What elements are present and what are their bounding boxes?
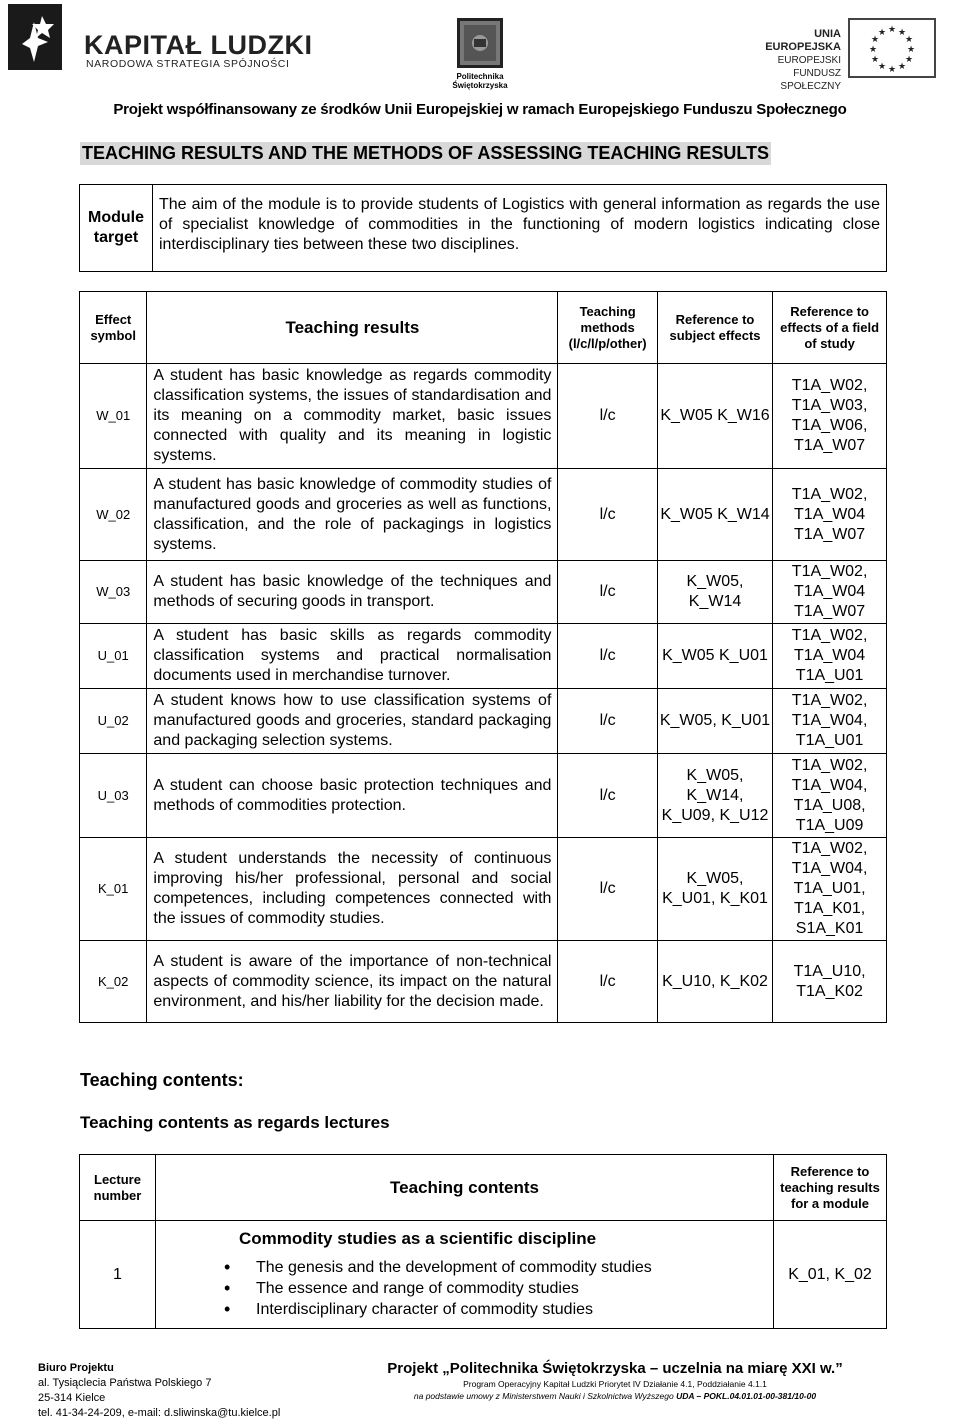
lectures-table bbox=[79, 1154, 887, 1329]
effect-symbol: W_01 bbox=[80, 364, 147, 469]
subject-effects: K_U10, K_K02 bbox=[657, 941, 772, 1023]
field-effects: T1A_W02, T1A_W04, T1A_U01 bbox=[773, 689, 887, 754]
module-target-label: Module target bbox=[80, 185, 153, 272]
footer-contact: tel. 41-34-24-209, e-mail: d.sliwinska@tu.kielce.pl bbox=[38, 1407, 281, 1419]
footer-program: Program Operacyjny Kapitał Ludzki Priorytet IV Działanie 4.1, Poddziałanie 4.1.1 bbox=[463, 1379, 767, 1389]
footer-address1: al. Tysiąclecia Państwa Polskiego 7 bbox=[38, 1377, 212, 1389]
effect-symbol: U_03 bbox=[80, 754, 147, 838]
teaching-result: A student understands the necessity of continuous improving his/her professional, personal and social competences, including competences connected with the issues of commodity studies. bbox=[147, 838, 558, 941]
teaching-result: A student is aware of the importance of non-technical aspects of commodity science, its impact on the natural environment, and his/her liability for the decision made. bbox=[147, 941, 558, 1023]
field-effects: T1A_W02, T1A_W04 T1A_W07 bbox=[773, 561, 887, 624]
header-teaching-results: Teaching results bbox=[147, 292, 558, 364]
politechnika-name: Politechnika Świętokrzyska bbox=[452, 72, 508, 90]
svg-text:★: ★ bbox=[870, 35, 880, 45]
svg-text:★: ★ bbox=[906, 45, 916, 55]
list-item: • The essence and range of commodity studies bbox=[256, 1278, 773, 1299]
teaching-method: l/c bbox=[558, 364, 657, 469]
teaching-method: l/c bbox=[558, 624, 657, 689]
effect-symbol: K_01 bbox=[80, 838, 147, 941]
footer-agreement-code: UDA – POKL.04.01.01-00-381/10-00 bbox=[676, 1391, 817, 1401]
list-item: • Interdisciplinary character of commodity studies bbox=[256, 1299, 773, 1320]
teaching-results-body bbox=[80, 364, 887, 1023]
footer-agreement bbox=[380, 1391, 850, 1401]
header-teaching-contents: Teaching contents bbox=[156, 1155, 774, 1221]
svg-text:★: ★ bbox=[904, 35, 914, 45]
svg-text:★: ★ bbox=[870, 55, 880, 65]
teaching-method: l/c bbox=[558, 469, 657, 561]
teaching-result: A student can choose basic protection techniques and methods of commodities protection. bbox=[147, 754, 558, 838]
eu-line3: FUNDUSZ SPOŁECZNY bbox=[780, 68, 841, 92]
teaching-method: l/c bbox=[558, 754, 657, 838]
subject-effects: K_W05 K_W14 bbox=[657, 469, 772, 561]
svg-text:★: ★ bbox=[887, 65, 897, 75]
footer-address2: 25-314 Kielce bbox=[38, 1392, 106, 1404]
kapital-ludzki-logo-icon bbox=[8, 4, 62, 70]
header-lecture-number: Lecture number bbox=[80, 1155, 156, 1221]
teaching-result: A student has basic knowledge as regards commodity classification systems, the issues of standardisation and its meaning on a commodity market, basic issues connected with quality and its meaning in logistic systems. bbox=[147, 364, 558, 469]
subject-effects: K_W05, K_W14 bbox=[657, 561, 772, 624]
list-item: • The genesis and the development of commodity studies bbox=[256, 1257, 773, 1278]
subject-effects: K_W05 K_U01 bbox=[657, 624, 772, 689]
subject-effects: K_W05 K_W16 bbox=[657, 364, 772, 469]
svg-text:★: ★ bbox=[868, 45, 878, 55]
teaching-contents-title: Teaching contents: bbox=[80, 1070, 244, 1090]
eu-flag-icon bbox=[848, 18, 936, 78]
field-effects: T1A_W02, T1A_W04, T1A_U08, T1A_U09 bbox=[773, 754, 887, 838]
teaching-result: A student has basic skills as regards commodity classification systems and practical normalisation documents used in merchandise turnover. bbox=[147, 624, 558, 689]
teaching-result: A student has basic knowledge of the techniques and methods of securing goods in transport. bbox=[147, 561, 558, 624]
table-row bbox=[80, 754, 887, 838]
table-row bbox=[80, 624, 887, 689]
field-effects: T1A_U10, T1A_K02 bbox=[773, 941, 887, 1023]
teaching-method: l/c bbox=[558, 941, 657, 1023]
politechnika-logo bbox=[430, 18, 530, 90]
kapital-ludzki-title: KAPITAŁ LUDZKI bbox=[84, 30, 313, 60]
module-target-text: The aim of the module is to provide students of Logistics with general information as regards the use of specialist knowledge of commodities in the functioning of modern logistics indicating close interdisciplinary ties between these two disciplines. bbox=[153, 185, 887, 272]
field-effects: T1A_W02, T1A_W04 T1A_W07 bbox=[773, 469, 887, 561]
lecture-bullets bbox=[156, 1253, 774, 1329]
teaching-result: A student has basic knowledge of commodity studies of manufactured goods and groceries as well as functions, classification, and the role of packagings in logistics systems. bbox=[147, 469, 558, 561]
teaching-results-table bbox=[79, 291, 887, 1023]
lecture-number: 1 bbox=[80, 1221, 156, 1329]
kapital-ludzki-subtitle: NARODOWA STRATEGIA SPÓJNOŚCI bbox=[86, 58, 290, 70]
svg-text:★: ★ bbox=[887, 25, 897, 35]
table-row bbox=[80, 561, 887, 624]
effect-symbol: U_02 bbox=[80, 689, 147, 754]
eu-line1: UNIA EUROPEJSKA bbox=[765, 28, 841, 53]
funding-statement: Projekt współfinansowany ze środków Unii Europejskiej w ramach Europejskiego Funduszu Społecznego bbox=[113, 101, 847, 118]
teaching-result: A student knows how to use classification systems of manufactured goods and groceries, standard packaging and packaging selection systems. bbox=[147, 689, 558, 754]
politechnika-emblem-icon bbox=[457, 18, 503, 68]
field-effects: T1A_W02, T1A_W03, T1A_W06, T1A_W07 bbox=[773, 364, 887, 469]
svg-text:★: ★ bbox=[897, 62, 907, 72]
table-row bbox=[80, 838, 887, 941]
eu-fund-label bbox=[737, 28, 841, 93]
footer-agreement-prefix: na podstawie umowy z Ministerstwem Nauki i Szkolnictwa Wyższego bbox=[413, 1391, 674, 1401]
teaching-method: l/c bbox=[558, 689, 657, 754]
eu-line2: EUROPEJSKI bbox=[777, 55, 841, 66]
svg-text:★: ★ bbox=[897, 28, 907, 38]
svg-text:★: ★ bbox=[904, 55, 914, 65]
subject-effects: K_W05, K_W14, K_U09, K_U12 bbox=[657, 754, 772, 838]
field-effects: T1A_W02, T1A_W04, T1A_U01, T1A_K01, S1A_K01 bbox=[773, 838, 887, 941]
header-field-effects: Reference to effects of a field of study bbox=[773, 292, 887, 364]
subject-effects: K_W05, K_U01, K_K01 bbox=[657, 838, 772, 941]
teaching-method: l/c bbox=[558, 561, 657, 624]
teaching-contents-subtitle: Teaching contents as regards lectures bbox=[80, 1113, 390, 1132]
teaching-method: l/c bbox=[558, 838, 657, 941]
footer-project-title: Projekt „Politechnika Świętokrzyska – uczelnia na miarę XXI w.” bbox=[387, 1360, 843, 1377]
lecture-topic: Commodity studies as a scientific discipline bbox=[156, 1221, 774, 1254]
field-effects: T1A_W02, T1A_W04 T1A_U01 bbox=[773, 624, 887, 689]
table-row bbox=[80, 364, 887, 469]
footer-office-name: Biuro Projektu bbox=[38, 1362, 114, 1374]
table-row bbox=[80, 469, 887, 561]
subject-effects: K_W05, K_U01 bbox=[657, 689, 772, 754]
svg-text:★: ★ bbox=[877, 28, 887, 38]
svg-text:★: ★ bbox=[877, 62, 887, 72]
table-row bbox=[80, 689, 887, 754]
table-row bbox=[80, 941, 887, 1023]
lecture-reference: K_01, K_02 bbox=[774, 1221, 887, 1329]
footer-project bbox=[380, 1360, 850, 1401]
header-effect-symbol: Effect symbol bbox=[80, 292, 147, 364]
effect-symbol: U_01 bbox=[80, 624, 147, 689]
header-subject-effects: Reference to subject effects bbox=[657, 292, 772, 364]
effect-symbol: W_02 bbox=[80, 469, 147, 561]
header-teaching-methods: Teaching methods (l/c/l/p/other) bbox=[558, 292, 657, 364]
footer-office bbox=[38, 1361, 280, 1421]
effect-symbol: K_02 bbox=[80, 941, 147, 1023]
header-reference-results: Reference to teaching results for a module bbox=[774, 1155, 887, 1221]
effect-symbol: W_03 bbox=[80, 561, 147, 624]
module-target-table bbox=[79, 184, 887, 272]
page-heading: TEACHING RESULTS AND THE METHODS OF ASSESSING TEACHING RESULTS bbox=[82, 143, 770, 163]
